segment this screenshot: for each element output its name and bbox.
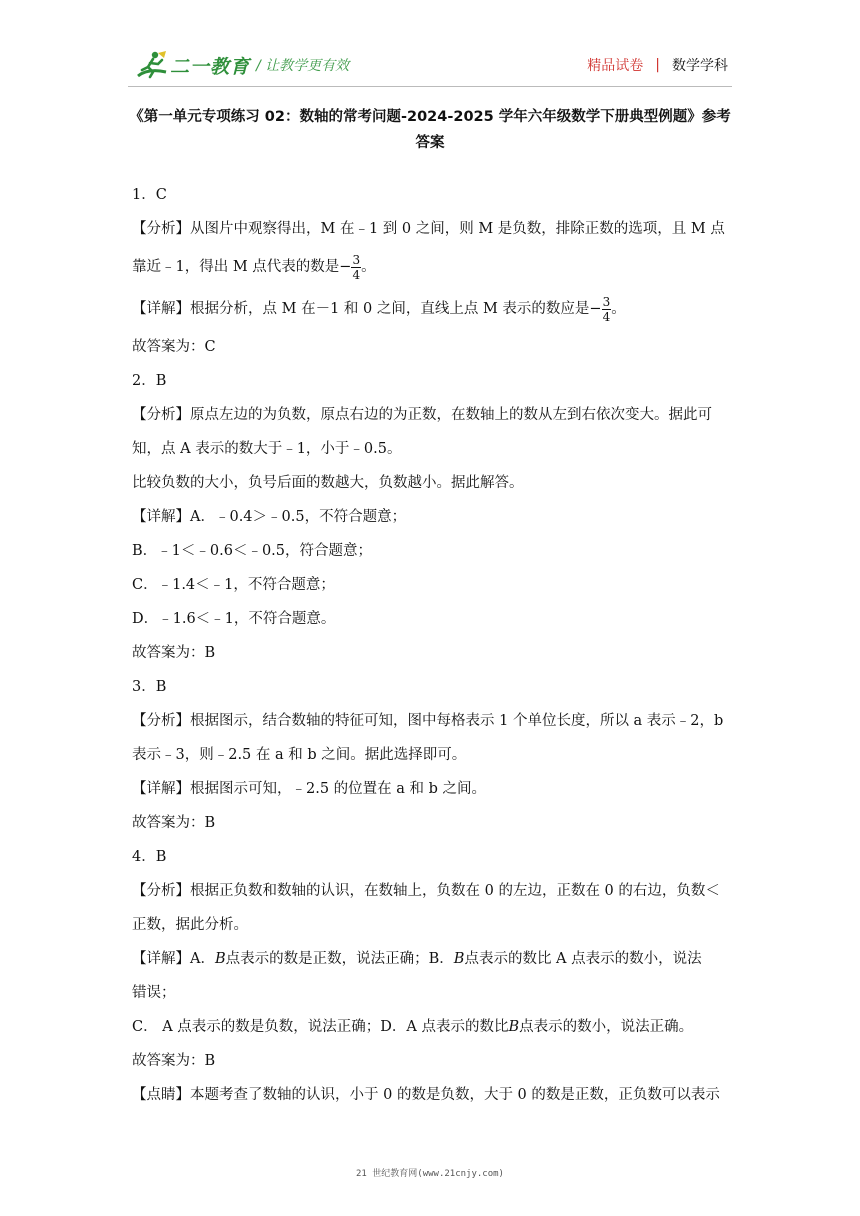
q4-detail-a4: B [453, 951, 465, 967]
q1-answer: 故答案为：C [132, 339, 216, 355]
q4-detail-c3: 点表示的数小，说法正确。 [519, 1019, 694, 1035]
q3-answer: 故答案为：B [132, 815, 216, 831]
q1-detail-fraction [602, 295, 612, 324]
q4-detail-line1 [132, 942, 732, 976]
q1-analysis-text: 靠近﹣1，得出 M 点代表的数是 [132, 259, 340, 275]
q4-analysis-line1: 【分析】根据正负数和数轴的认识，在数轴上，负数在 0 的左边，正数在 0 的右边，负数＜ [132, 883, 720, 899]
q4-detail-c1: C． A 点表示的数是负数，说法正确；D．A 点表示的数比 [132, 1019, 509, 1035]
running-person-logo-icon [136, 50, 168, 80]
q1-period: 。 [361, 259, 376, 275]
q4-detail-line2: 错误； [132, 985, 176, 1001]
q4-detail-a5: 点表示的数比 A 点表示的数小，说法 [464, 951, 702, 967]
q2-answer: 故答案为：B [132, 645, 216, 661]
q3-analysis-line1: 【分析】根据图示，结合数轴的特征可知，图中每格表示 1 个单位长度，所以 a 表示﹣2，b [132, 713, 724, 729]
q1-detail-fraction-denominator: 4 [602, 309, 611, 324]
header-label-subject: 数学学科 [672, 58, 728, 74]
brand-name: 二一教育 [170, 55, 251, 78]
q4-detail-c2: B [508, 1019, 520, 1035]
q3-analysis-line2: 表示﹣3，则﹣2.5 在 a 和 b 之间。据此选择即可。 [132, 747, 467, 763]
page-footer: 21 世纪教育网(www.21cnjy.com) [356, 1169, 504, 1179]
q4-answer: 故答案为：B [132, 1053, 216, 1069]
q4-analysis-line2: 正数，据此分析。 [132, 917, 248, 933]
q2-detail-d: D．﹣1.6＜﹣1，不符合题意。 [132, 611, 336, 627]
q3-detail: 【详解】根据图示可知，﹣2.5 的位置在 a 和 b 之间。 [132, 781, 487, 797]
q1-fraction-denominator: 4 [352, 267, 361, 282]
q1-fraction-numerator: 3 [352, 252, 361, 267]
q4-number: 4．B [132, 849, 167, 865]
q1-detail-text: 【详解】根据分析，点 M 在－1 和 0 之间，直线上点 M 表示的数应是 [132, 301, 590, 317]
q2-analysis-line1: 【分析】原点左边的为负数，原点右边的为正数，在数轴上的数从左到右依次变大。据此可 [132, 407, 712, 423]
q1-detail [132, 288, 732, 330]
q2-detail-a: 【详解】A．﹣0.4＞﹣0.5，不符合题意； [132, 509, 407, 525]
q1-fraction-sign: − [339, 259, 352, 275]
header-divider [128, 86, 732, 87]
q2-detail-c: C．﹣1.4＜﹣1，不符合题意； [132, 577, 335, 593]
q1-analysis-line2 [132, 246, 732, 288]
document-title-line2: 答案 [415, 135, 445, 151]
q2-detail-b: B．﹣1＜﹣0.6＜﹣0.5，符合题意； [132, 543, 372, 559]
q2-analysis-line2: 知，点 A 表示的数大于﹣1，小于﹣0.5。 [132, 441, 402, 457]
brand-logo [136, 50, 250, 80]
q3-number: 3．B [132, 679, 167, 695]
q1-analysis-line1: 【分析】从图片中观察得出，M 在﹣1 到 0 之间，则 M 是负数，排除正数的选项，且 M 点 [132, 221, 725, 237]
q4-detail-a1: 【详解】A． [132, 951, 215, 967]
page-header [0, 0, 860, 95]
q4-detail-a2: B [214, 951, 226, 967]
document-title [112, 104, 748, 156]
header-separator: | [655, 57, 660, 73]
q1-detail-period: 。 [611, 301, 626, 317]
document-title-line1: 《第一单元专项练习 02：数轴的常考问题-2024-2025 学年六年级数学下册典型例题》参考 [129, 109, 731, 125]
q2-number: 2．B [132, 373, 167, 389]
q1-fraction [351, 253, 361, 282]
q4-detail-a3: 点表示的数是正数，说法正确；B． [225, 951, 454, 967]
q1-number: 1．C [132, 187, 167, 203]
answer-body [132, 178, 732, 1112]
q4-comment: 【点睛】本题考查了数轴的认识，小于 0 的数是负数，大于 0 的数是正数，正负数可以表示 [132, 1087, 720, 1103]
q4-detail-line3 [132, 1010, 732, 1044]
header-label-quality: 精品试卷 [587, 58, 644, 74]
q1-detail-fraction-sign: − [589, 301, 602, 317]
q1-detail-fraction-numerator: 3 [602, 294, 611, 309]
q2-analysis-line3: 比较负数的大小，负号后面的数越大，负数越小。据此解答。 [132, 475, 524, 491]
header-subject [587, 55, 728, 75]
brand-slogan: / 让教学更有效 [256, 58, 350, 74]
